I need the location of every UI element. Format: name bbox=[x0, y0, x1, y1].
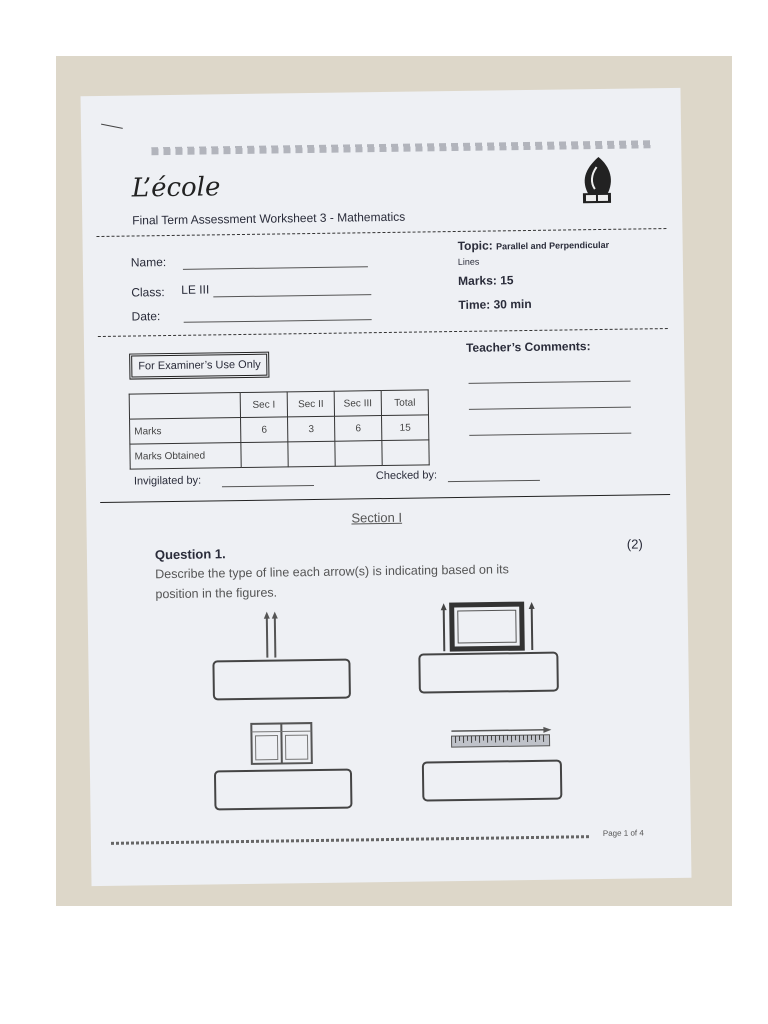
row-label: Marks Obtained bbox=[130, 443, 241, 470]
answer-box-4[interactable] bbox=[422, 760, 563, 802]
time-label: Time: 30 min bbox=[458, 296, 532, 312]
section-title: Section I bbox=[351, 509, 403, 526]
answer-box-1[interactable] bbox=[212, 659, 351, 701]
teacher-comments-title: Teacher’s Comments: bbox=[465, 339, 591, 355]
section-divider bbox=[100, 494, 670, 503]
info-divider bbox=[98, 328, 668, 337]
brand-logo-text: L’école bbox=[131, 172, 221, 204]
header-noise-strip bbox=[151, 140, 651, 155]
topic-block bbox=[458, 237, 610, 253]
cabinet-icon bbox=[249, 721, 314, 766]
table-cell: 15 bbox=[382, 415, 429, 441]
question-text-line2: position in the figures. bbox=[155, 585, 278, 602]
table-row bbox=[130, 440, 429, 469]
row-label: Marks bbox=[130, 418, 241, 445]
table-cell[interactable] bbox=[241, 442, 288, 468]
school-logo-icon bbox=[576, 155, 617, 208]
column-header: Sec III bbox=[334, 391, 381, 417]
class-label: Class: bbox=[131, 285, 165, 300]
date-label: Date: bbox=[131, 309, 161, 324]
pen-mark bbox=[101, 124, 123, 129]
table-cell[interactable] bbox=[288, 441, 335, 467]
table-cell: 6 bbox=[335, 416, 382, 442]
page-number: Page 1 of 4 bbox=[602, 828, 644, 839]
column-header: Total bbox=[381, 390, 428, 416]
examiner-use-box: For Examiner’s Use Only bbox=[129, 352, 270, 380]
table-cell[interactable] bbox=[335, 441, 382, 467]
invigilated-label: Invigilated by: bbox=[133, 474, 202, 488]
comment-line[interactable] bbox=[469, 433, 631, 436]
worksheet-page bbox=[81, 88, 692, 886]
answer-box-3[interactable] bbox=[214, 769, 353, 811]
name-label: Name: bbox=[130, 255, 167, 270]
date-field[interactable] bbox=[184, 319, 372, 323]
topic-label: Topic: bbox=[457, 238, 493, 253]
class-value: LE III bbox=[181, 282, 210, 297]
name-field[interactable] bbox=[183, 266, 368, 270]
answer-box-2[interactable] bbox=[418, 652, 559, 694]
footer-rule bbox=[111, 835, 591, 845]
marks-label: Marks: 15 bbox=[458, 273, 514, 288]
invigilated-field[interactable] bbox=[222, 485, 314, 487]
ruler-arrow-icon bbox=[449, 726, 553, 749]
header-divider bbox=[96, 228, 666, 237]
worksheet-subtitle: Final Term Assessment Worksheet 3 - Mathematics bbox=[132, 209, 406, 228]
topic-value-line2: Lines bbox=[457, 256, 480, 267]
photo-background bbox=[56, 56, 732, 906]
question-marks: (2) bbox=[626, 536, 643, 552]
column-header: Sec II bbox=[287, 391, 334, 417]
marks-table bbox=[129, 389, 430, 469]
checked-field[interactable] bbox=[448, 480, 540, 482]
checked-label: Checked by: bbox=[375, 469, 438, 483]
question-text-line1: Describe the type of line each arrow(s) is indicating based on its bbox=[155, 562, 509, 582]
column-header: Sec I bbox=[240, 392, 287, 418]
table-cell[interactable] bbox=[382, 440, 429, 466]
picture-frame-icon bbox=[438, 600, 539, 653]
topic-value: Parallel and Perpendicular bbox=[496, 239, 610, 252]
comment-line[interactable] bbox=[469, 381, 631, 384]
table-cell: 3 bbox=[288, 416, 335, 442]
parallel-arrows-icon bbox=[260, 609, 285, 659]
comment-line[interactable] bbox=[469, 407, 631, 410]
class-field[interactable] bbox=[213, 294, 371, 297]
table-cell: 6 bbox=[241, 417, 288, 443]
question-title: Question 1. bbox=[154, 546, 226, 563]
